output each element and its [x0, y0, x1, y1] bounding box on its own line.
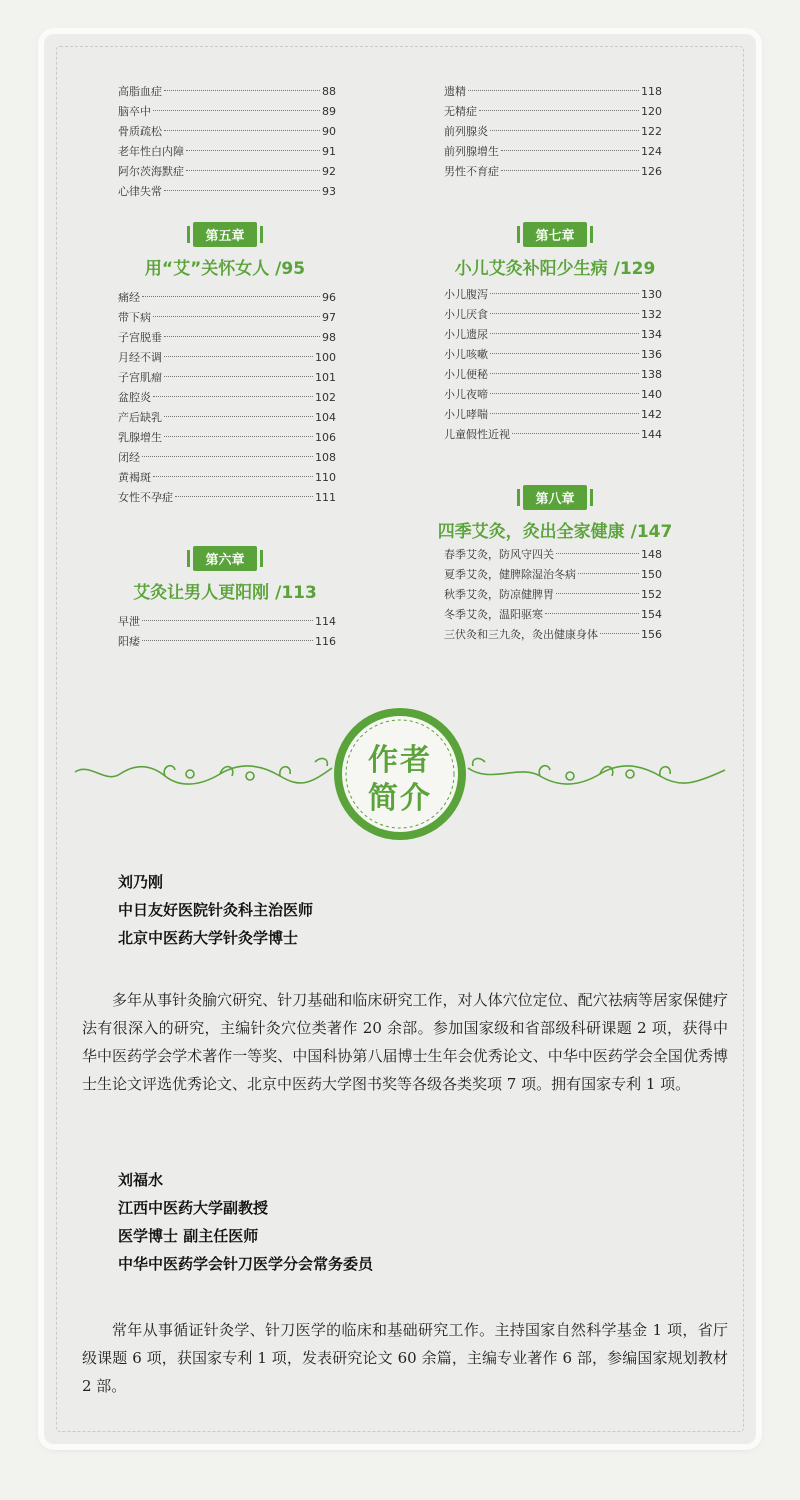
toc-entry-page: 104: [315, 411, 336, 424]
toc-entry: [444, 385, 662, 405]
toc-leader-dots: [578, 573, 639, 574]
toc-entry-page: 114: [315, 615, 336, 628]
toc-leader-dots: [490, 393, 639, 394]
author-1-credentials: [118, 868, 738, 952]
toc-entry-title: 前列腺增生: [444, 145, 499, 158]
toc-entry-page: 154: [641, 608, 662, 621]
toc-entry-page: 91: [322, 145, 336, 158]
toc-leader-dots: [545, 613, 639, 614]
toc-entry-title: 脑卒中: [118, 105, 151, 118]
toc-entry-title: 阿尔茨海默症: [118, 165, 184, 178]
toc-entry-title: 乳腺增生: [118, 431, 162, 444]
toc-entry-page: 102: [315, 391, 336, 404]
emblem-text-top: 作者: [368, 743, 432, 778]
toc-entry-page: 156: [641, 628, 662, 641]
toc-leader-dots: [468, 90, 639, 91]
toc-leader-dots: [490, 413, 639, 414]
toc-entry-page: 130: [641, 288, 662, 301]
toc-entry: [444, 325, 662, 345]
author-2-title: 江西中医药大学副教授: [118, 1199, 269, 1217]
toc-entry: [118, 448, 336, 468]
toc-entry-page: 110: [315, 471, 336, 484]
toc-entry: [444, 122, 662, 142]
toc-entry-title: 骨质疏松: [118, 125, 162, 138]
toc-entry-title: 春季艾灸，防风守四关: [444, 548, 554, 561]
toc-entry-page: 106: [315, 431, 336, 444]
toc-entry-title: 子宫肌瘤: [118, 371, 162, 384]
toc-entry-title: 小儿哮喘: [444, 408, 488, 421]
toc-entry-page: 120: [641, 105, 662, 118]
toc-entry-page: 90: [322, 125, 336, 138]
toc-entry-title: 阳痿: [118, 635, 140, 648]
toc-entry: [118, 328, 336, 348]
toc-entry-title: 小儿咳嗽: [444, 348, 488, 361]
author-1-bio: 多年从事针灸腧穴研究、针刀基础和临床研究工作，对人体穴位定位、配穴祛病等居家保健疗法有很深入的研究，主编针灸穴位类著作 20 余部。参加国家级和省部级科研课题 2 项，获得中华中医药学会学术著作一等奖、中国科协第八届博士生年会优秀论文、中华中医药学会全国优秀博士生论文评选优秀论文、北京中医药大学图书奖等各级各类奖项 7 项。拥有国家专利 1 项。: [82, 991, 728, 1093]
chapter-title: 四季艾灸，灸出全家健康 /147: [437, 522, 673, 542]
toc-leader-dots: [175, 496, 313, 497]
toc-entry-title: 心律失常: [118, 185, 162, 198]
toc-entry-page: 98: [322, 331, 336, 344]
toc-leader-dots: [164, 130, 320, 131]
toc-entry-title: 盆腔炎: [118, 391, 151, 404]
toc-chapter-8: [444, 545, 662, 645]
author-2-bio: 常年从事循证针灸学、针刀医学的临床和基础研究工作。主持国家自然科学基金 1 项，省厅级课题 6 项，获国家专利 1 项，发表研究论文 60 余篇，主编专业著作 6 部，参编国家规划教材 2 部。: [82, 1321, 728, 1395]
toc-entry-page: 126: [641, 165, 662, 178]
toc-entry: [118, 488, 336, 508]
toc-entry-title: 女性不孕症: [118, 491, 173, 504]
toc-entry-title: 冬季艾灸，温阳驱寒: [444, 608, 543, 621]
toc-entry-title: 三伏灸和三九灸，灸出健康身体: [444, 628, 598, 641]
toc-entry: [118, 162, 336, 182]
toc-entry: [118, 612, 336, 632]
vine-ornament-right: [468, 759, 725, 785]
toc-entry: [118, 122, 336, 142]
toc-leader-dots: [186, 150, 320, 151]
author-2-credentials: [118, 1166, 738, 1278]
chapter-7-heading: [420, 222, 690, 279]
toc-leader-dots: [153, 110, 320, 111]
toc-leader-dots: [153, 476, 313, 477]
toc-entry-page: 140: [641, 388, 662, 401]
toc-entry: [444, 405, 662, 425]
toc-entry: [118, 308, 336, 328]
toc-entry-title: 子宫脱垂: [118, 331, 162, 344]
author-2-degree: 医学博士 副主任医师: [118, 1227, 259, 1245]
toc-leader-dots: [164, 90, 320, 91]
toc-leader-dots: [501, 150, 639, 151]
toc-entry-page: 138: [641, 368, 662, 381]
chapter-title: 用“艾”关怀女人 /95: [144, 259, 306, 279]
toc-leader-dots: [164, 376, 313, 377]
toc-entry: [444, 142, 662, 162]
toc-entry-page: 93: [322, 185, 336, 198]
toc-entry: [444, 365, 662, 385]
toc-leader-dots: [490, 353, 639, 354]
toc-entry-title: 痛经: [118, 291, 140, 304]
toc-leader-dots: [490, 313, 639, 314]
toc-entry-title: 高脂血症: [118, 85, 162, 98]
vine-ornament-left: [75, 759, 332, 785]
toc-entry: [118, 632, 336, 652]
toc-entry-page: 152: [641, 588, 662, 601]
toc-entry-title: 带下病: [118, 311, 151, 324]
toc-entry-page: 88: [322, 85, 336, 98]
toc-entry-title: 男性不育症: [444, 165, 499, 178]
chapter-6-heading: [90, 546, 360, 603]
toc-entry-page: 122: [641, 125, 662, 138]
toc-leader-dots: [490, 293, 639, 294]
toc-leader-dots: [600, 633, 639, 634]
toc-entry: [444, 425, 662, 445]
toc-entry-page: 144: [641, 428, 662, 441]
toc-entry-page: 101: [315, 371, 336, 384]
toc-entry-page: 142: [641, 408, 662, 421]
toc-entry-title: 月经不调: [118, 351, 162, 364]
toc-entry-page: 111: [315, 491, 336, 504]
toc-entry-title: 儿童假性近视: [444, 428, 510, 441]
toc-entry: [118, 368, 336, 388]
toc-entry-page: 118: [641, 85, 662, 98]
toc-entry: [118, 388, 336, 408]
toc-entry: [118, 468, 336, 488]
chapter-badge: 第八章: [523, 485, 586, 510]
toc-entry: [444, 345, 662, 365]
toc-leader-dots: [164, 416, 313, 417]
toc-entry-title: 遗精: [444, 85, 466, 98]
toc-entry-title: 小儿厌食: [444, 308, 488, 321]
toc-entry-page: 100: [315, 351, 336, 364]
toc-entry: [118, 428, 336, 448]
toc-leader-dots: [142, 456, 313, 457]
toc-entry-page: 116: [315, 635, 336, 648]
toc-entry-title: 小儿腹泻: [444, 288, 488, 301]
toc-entry: [444, 625, 662, 645]
toc-leader-dots: [501, 170, 639, 171]
author-2-name: 刘福水: [118, 1171, 164, 1189]
toc-entry-title: 无精症: [444, 105, 477, 118]
toc-entry-title: 秋季艾灸，防凉健脾胃: [444, 588, 554, 601]
toc-leader-dots: [142, 620, 313, 621]
toc-entry-title: 产后缺乳: [118, 411, 162, 424]
toc-entry: [118, 102, 336, 122]
toc-entry: [444, 162, 662, 182]
toc-entry-page: 89: [322, 105, 336, 118]
chapter-title: 小儿艾灸补阳少生病 /129: [454, 259, 656, 279]
author-1-name: 刘乃刚: [118, 873, 164, 891]
toc-entry-title: 早泄: [118, 615, 140, 628]
author-1-title: 中日友好医院针灸科主治医师: [118, 901, 314, 919]
toc-leader-dots: [479, 110, 639, 111]
toc-entry: [444, 545, 662, 565]
toc-leader-dots: [164, 190, 320, 191]
toc-leader-dots: [142, 296, 320, 297]
chapter-badge: 第六章: [193, 546, 256, 571]
toc-leader-dots: [512, 433, 639, 434]
toc-chapter-7: [444, 285, 662, 445]
toc-leader-dots: [164, 356, 313, 357]
chapter-title: 艾灸让男人更阳刚 /113: [133, 583, 317, 603]
toc-entry: [118, 182, 336, 202]
toc-chapter-5: [118, 288, 336, 508]
toc-leader-dots: [142, 640, 313, 641]
toc-entry: [118, 82, 336, 102]
toc-right-top: [444, 82, 662, 182]
toc-chapter-6: [118, 612, 336, 652]
toc-entry: [118, 288, 336, 308]
chapter-8-heading: [405, 485, 705, 542]
toc-leader-dots: [490, 130, 639, 131]
toc-entry-page: 96: [322, 291, 336, 304]
toc-entry: [444, 585, 662, 605]
toc-entry-page: 136: [641, 348, 662, 361]
toc-entry-title: 黄褐斑: [118, 471, 151, 484]
toc-left-top: [118, 82, 336, 202]
toc-entry: [118, 142, 336, 162]
toc-entry: [444, 102, 662, 122]
toc-entry-title: 老年性白内障: [118, 145, 184, 158]
toc-leader-dots: [153, 316, 320, 317]
toc-entry-title: 小儿遗尿: [444, 328, 488, 341]
toc-entry: [118, 408, 336, 428]
toc-entry-title: 闭经: [118, 451, 140, 464]
author-2-membership: 中华中医药学会针刀医学分会常务委员: [118, 1255, 374, 1273]
toc-leader-dots: [164, 336, 320, 337]
toc-leader-dots: [490, 373, 639, 374]
toc-entry-page: 97: [322, 311, 336, 324]
toc-entry-page: 134: [641, 328, 662, 341]
toc-leader-dots: [490, 333, 639, 334]
toc-entry-page: 148: [641, 548, 662, 561]
toc-entry-title: 夏季艾灸，健脾除湿治冬病: [444, 568, 576, 581]
toc-entry-page: 132: [641, 308, 662, 321]
toc-entry: [444, 605, 662, 625]
toc-entry-page: 124: [641, 145, 662, 158]
toc-leader-dots: [164, 436, 313, 437]
toc-entry-title: 小儿夜啼: [444, 388, 488, 401]
toc-entry-page: 150: [641, 568, 662, 581]
chapter-badge: 第五章: [193, 222, 256, 247]
toc-leader-dots: [186, 170, 320, 171]
emblem-text-bottom: 简介: [368, 781, 432, 816]
toc-entry: [444, 565, 662, 585]
toc-entry: [118, 348, 336, 368]
toc-entry-title: 小儿便秘: [444, 368, 488, 381]
toc-leader-dots: [556, 593, 639, 594]
toc-entry-page: 92: [322, 165, 336, 178]
author-emblem-divider: [70, 700, 730, 850]
toc-entry: [444, 82, 662, 102]
toc-leader-dots: [556, 553, 639, 554]
author-1-degree: 北京中医药大学针灸学博士: [118, 929, 299, 947]
toc-entry-title: 前列腺炎: [444, 125, 488, 138]
toc-entry: [444, 305, 662, 325]
chapter-5-heading: [90, 222, 360, 279]
toc-entry: [444, 285, 662, 305]
toc-entry-page: 108: [315, 451, 336, 464]
chapter-badge: 第七章: [523, 222, 586, 247]
toc-leader-dots: [153, 396, 313, 397]
